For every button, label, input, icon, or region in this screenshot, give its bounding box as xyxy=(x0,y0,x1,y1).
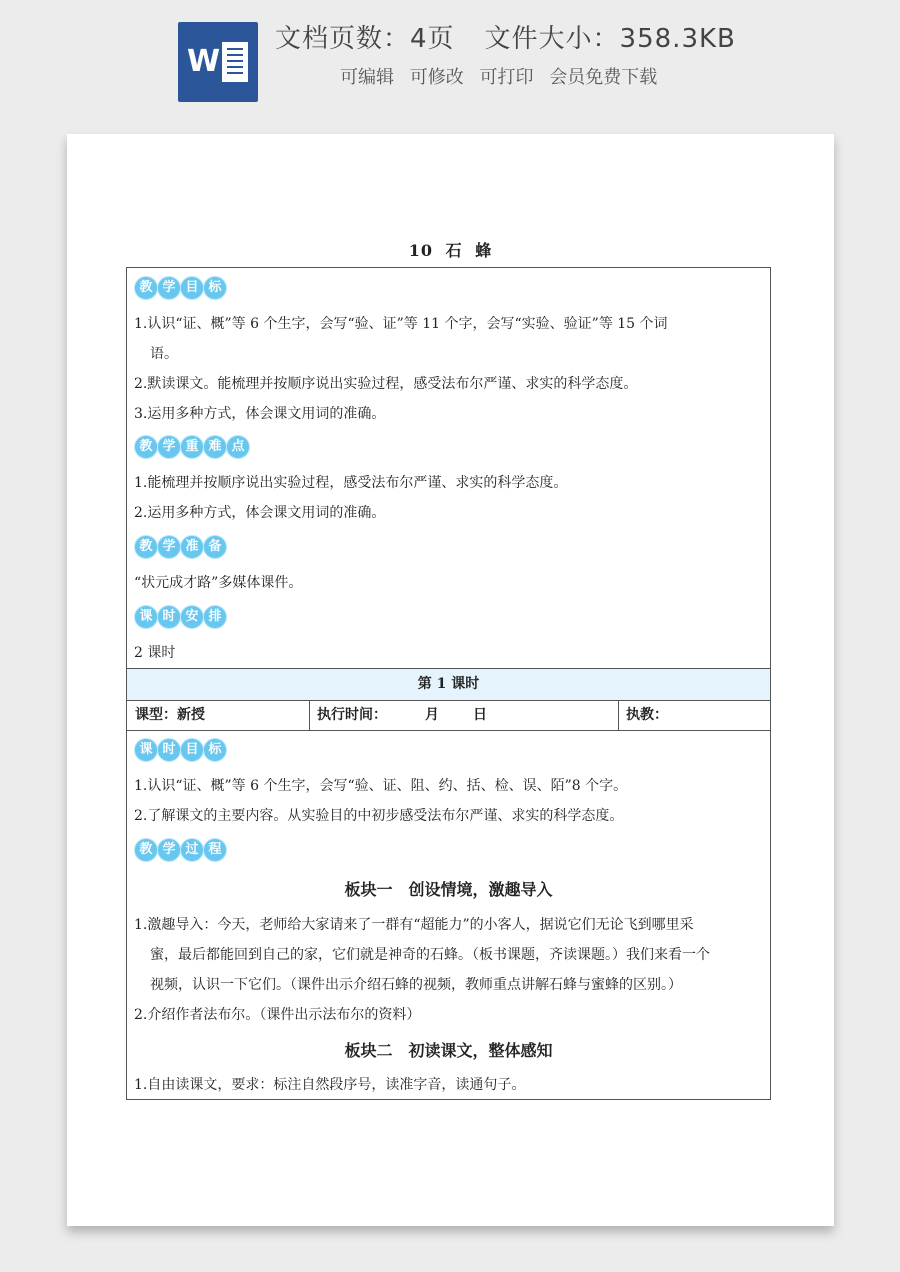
document-stats xyxy=(275,22,736,56)
badge-char: 课 xyxy=(135,739,157,761)
badge-char: 标 xyxy=(204,739,226,761)
cell-divider xyxy=(309,700,310,730)
lesson-number: 10 xyxy=(408,241,434,260)
page-count: 文档页数：4页 xyxy=(275,24,455,54)
lesson-plan-table xyxy=(126,267,771,1100)
goal-item-3: 3.运用多种方式，体会课文用词的准确。 xyxy=(134,406,386,422)
badge-char: 时 xyxy=(158,606,180,628)
block-one-paragraph-1: 1.激趣导入：今天，老师给大家请来了一群有“超能力”的小客人，据说它们无论飞到哪里采 蜜，最后都能回到自己的家，它们就是神奇的石蜂。（板书课题，齐读课题。）我们来看一个 视频，认识一下它们。（课件出示介绍石蜂的视频，教师重点讲解石蜂与蜜蜂的区别。） xyxy=(134,917,710,993)
keypoint-item-1: 1.能梳理并按顺序说出实验过程，感受法布尔严谨、求实的科学态度。 xyxy=(134,475,568,491)
badge-char: 学 xyxy=(158,277,180,299)
goal-item-2: 2.默读课文。能梳理并按顺序说出实验过程，感受法布尔严谨、求实的科学态度。 xyxy=(134,376,638,392)
badge-schedule xyxy=(135,604,226,630)
badge-char: 时 xyxy=(158,739,180,761)
block-two-paragraph-1: 1.自由读课文，要求：标注自然段序号，读准字音，读通句子。 xyxy=(134,1077,526,1093)
badge-char: 教 xyxy=(135,277,157,299)
document-page xyxy=(67,134,834,1226)
schedule-text: 2 课时 xyxy=(134,645,176,661)
badge-char: 难 xyxy=(204,436,226,458)
cell-divider xyxy=(618,700,619,730)
badge-char: 课 xyxy=(135,606,157,628)
badge-char: 过 xyxy=(181,839,203,861)
word-logo-letter: W xyxy=(187,44,221,79)
execution-time-label: 执行时间： xyxy=(317,707,387,723)
lesson-info-row xyxy=(127,700,770,731)
badge-teaching-goals xyxy=(135,275,226,301)
lesson-title xyxy=(67,238,834,261)
badge-char: 目 xyxy=(181,739,203,761)
lesson-goal-item-2: 2.了解课文的主要内容。从实验目的中初步感受法布尔严谨、求实的科学态度。 xyxy=(134,808,624,824)
badge-char: 点 xyxy=(227,436,249,458)
day-label: 日 xyxy=(473,707,487,723)
badge-char: 备 xyxy=(204,536,226,558)
feature-list xyxy=(340,66,667,90)
badge-char: 重 xyxy=(181,436,203,458)
block-one-paragraph-2: 2.介绍作者法布尔。（课件出示法布尔的资料） xyxy=(134,1007,421,1023)
badge-char: 教 xyxy=(135,839,157,861)
document-lines-icon xyxy=(222,42,248,82)
badge-teaching-prep xyxy=(135,534,226,560)
badge-char: 教 xyxy=(135,436,157,458)
badge-char: 教 xyxy=(135,536,157,558)
badge-char: 学 xyxy=(158,436,180,458)
badge-char: 安 xyxy=(181,606,203,628)
badge-key-points xyxy=(135,434,249,460)
lesson-period-header: 第 1 课时 xyxy=(127,668,770,701)
badge-char: 学 xyxy=(158,536,180,558)
lesson-goal-item-1: 1.认识“证、概”等 6 个生字，会写“验、证、阻、约、括、检、误、陌”8 个字。 xyxy=(134,778,628,794)
badge-teaching-process xyxy=(135,837,226,863)
prep-text: “状元成才路”多媒体课件。 xyxy=(134,575,303,591)
month-label: 月 xyxy=(425,707,439,723)
lesson-type: 课型：新授 xyxy=(135,707,205,723)
keypoint-item-2: 2.运用多种方式，体会课文用词的准确。 xyxy=(134,505,386,521)
teacher-label: 执教： xyxy=(626,707,668,723)
badge-lesson-goals xyxy=(135,737,226,763)
badge-char: 程 xyxy=(204,839,226,861)
block-one-title: 板块一 创设情境，激趣导入 xyxy=(344,880,553,899)
feature-editable: 可编辑 xyxy=(340,67,394,88)
feature-modifiable: 可修改 xyxy=(409,67,464,88)
title-char-1: 石 xyxy=(445,241,463,260)
badge-char: 学 xyxy=(158,839,180,861)
badge-char: 准 xyxy=(181,536,203,558)
badge-char: 标 xyxy=(204,277,226,299)
feature-printable: 可打印 xyxy=(479,67,534,88)
download-banner xyxy=(0,0,900,118)
feature-member-free: 会员免费下载 xyxy=(549,67,658,88)
word-document-icon xyxy=(178,22,258,102)
file-size: 文件大小：358.3KB xyxy=(484,24,736,54)
goal-item-1: 1.认识“证、概”等 6 个生字，会写“验、证”等 11 个字，会写“实验、验证”等 15 个词 语。 xyxy=(134,316,668,362)
title-char-2: 蜂 xyxy=(475,241,493,260)
badge-char: 排 xyxy=(204,606,226,628)
badge-char: 目 xyxy=(181,277,203,299)
block-two-title: 板块二 初读课文，整体感知 xyxy=(344,1041,553,1060)
